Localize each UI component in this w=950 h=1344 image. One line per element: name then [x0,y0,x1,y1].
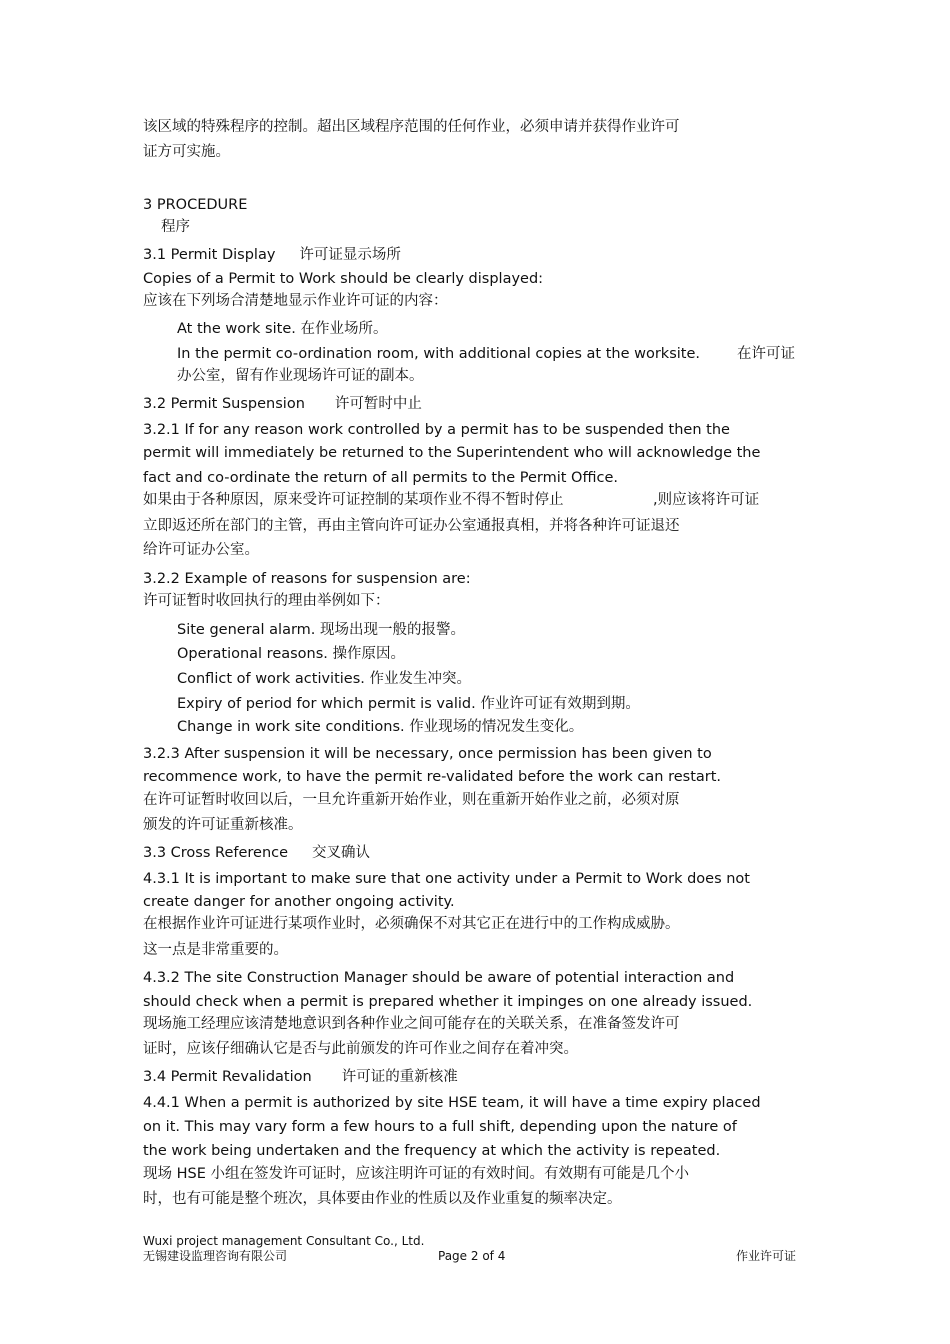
para-4-3-2-en-1: 4.3.2 The site Construction Manager should be aware of potential interaction and [143,970,735,986]
para-3-2-1-cn-1b: ,则应该将许可证 [653,492,760,508]
para-3-2-3-en-2: recommence work, to have the permit re-validated before the work can restart. [143,769,722,785]
footer-doc-title: 作业许可证 [736,1249,797,1263]
para-4-4-1-cn-2: 时，也有可能是整个班次，具体要由作业的性质以及作业重复的频率决定。 [143,1191,622,1207]
section-3-2-heading-cn: 许可暂时中止 [334,396,422,412]
display-item-1: At the work site. 在作业场所。 [177,321,388,337]
para-4-4-1-cn-1: 现场 HSE 小组在签发许可证时，应该注明许可证的有效时间。有效期有可能是几个小 [143,1166,689,1182]
section-3-2-heading-en: 3.2 Permit Suspension [143,396,305,412]
section-3-1-heading [143,246,401,264]
reason-item-1: Site general alarm. 现场出现一般的报警。 [177,622,466,638]
section-3-2-heading [143,395,422,413]
para-3-2-1-cn-2: 立即返还所在部门的主管，再由主管向许可证办公室通报真相，并将各种许可证退还 [143,518,680,534]
footer-company-cn: 无锡建设监理咨询有限公司 [143,1249,288,1263]
section-3-4-heading-cn: 许可证的重新核准 [341,1069,458,1085]
para-3-2-3-cn-2: 颁发的许可证重新核准。 [143,817,303,833]
section-3-3-heading-en: 3.3 Cross Reference [143,845,289,861]
section-3-1-heading-en: 3.1 Permit Display [143,247,276,263]
intro-line-1: 该区域的特殊程序的控制。超出区域程序范围的任何作业，必须申请并获得作业许可 [143,119,680,135]
reason-item-5: Change in work site conditions. 作业现场的情况发生变化。 [177,719,584,735]
para-3-2-2-cn: 许可证暂时收回执行的理由举例如下： [143,593,390,609]
para-4-4-1-en-1: 4.4.1 When a permit is authorized by site HSE team, it will have a time expiry placed [143,1095,761,1111]
para-3-2-1-cn-1a: 如果由于各种原因，原来受许可证控制的某项作业不得不暂时停止 [143,492,564,508]
para-3-2-2-en: 3.2.2 Example of reasons for suspension are: [143,571,471,587]
display-item-2-cn-b: 办公室，留有作业现场许可证的副本。 [177,368,424,384]
para-4-3-1-cn-2: 这一点是非常重要的。 [143,942,288,958]
para-4-3-2-cn-2: 证时，应该仔细确认它是否与此前颁发的许可作业之间存在着冲突。 [143,1041,578,1057]
section-3-1-heading-cn: 许可证显示场所 [299,247,401,263]
para-4-3-1-cn-1: 在根据作业许可证进行某项作业时，必须确保不对其它正在进行中的工作构成威胁。 [143,916,680,932]
para-4-4-1-en-2: on it. This may vary form a few hours to a full shift, depending upon the nature of [143,1119,737,1135]
intro-line-2: 证方可实施。 [143,144,230,160]
para-3-2-1-en-3: fact and co-ordinate the return of all permits to the Permit Office. [143,470,618,486]
display-item-2: In the permit co-ordination room, with additional copies at the worksite. [177,346,700,362]
display-item-2-cn-a: 在许可证 [737,346,795,362]
para-3-2-3-en-1: 3.2.3 After suspension it will be necessary, once permission has been given to [143,746,712,762]
para-4-3-1-en-2: create danger for another ongoing activity. [143,894,455,910]
section-3-4-heading-en: 3.4 Permit Revalidation [143,1069,312,1085]
para-4-4-1-en-3: the work being undertaken and the frequency at which the activity is repeated. [143,1143,721,1159]
section-3-1-cn: 应该在下列场合清楚地显示作业许可证的内容： [143,293,448,309]
reason-item-2: Operational reasons. 操作原因。 [177,646,406,662]
procedure-heading-cn: 程序 [161,219,190,235]
para-3-2-1-en-1: 3.2.1 If for any reason work controlled by a permit has to be suspended then the [143,422,730,438]
reason-item-3: Conflict of work activities. 作业发生冲突。 [177,671,471,687]
para-3-2-1-cn-3: 给许可证办公室。 [143,542,259,558]
para-4-3-2-cn-1: 现场施工经理应该清楚地意识到各种作业之间可能存在的关联关系，在准备签发许可 [143,1016,680,1032]
section-3-1-en: Copies of a Permit to Work should be clearly displayed: [143,271,544,287]
reason-item-4: Expiry of period for which permit is valid. 作业许可证有效期到期。 [177,696,640,712]
section-3-3-heading [143,844,370,862]
procedure-heading: 3 PROCEDURE [143,197,248,213]
section-3-3-heading-cn: 交叉确认 [312,845,371,861]
para-3-2-1-en-2: permit will immediately be returned to the Superintendent who will acknowledge the [143,445,761,461]
para-4-3-2-en-2: should check when a permit is prepared whether it impinges on one already issued. [143,994,753,1010]
footer-page-number: Page 2 of 4 [438,1249,506,1263]
para-3-2-3-cn-1: 在许可证暂时收回以后，一旦允许重新开始作业，则在重新开始作业之前，必须对原 [143,792,680,808]
section-3-4-heading [143,1068,458,1086]
footer-company-en: Wuxi project management Consultant Co., Ltd. [143,1234,425,1248]
para-4-3-1-en-1: 4.3.1 It is important to make sure that one activity under a Permit to Work does not [143,871,750,887]
